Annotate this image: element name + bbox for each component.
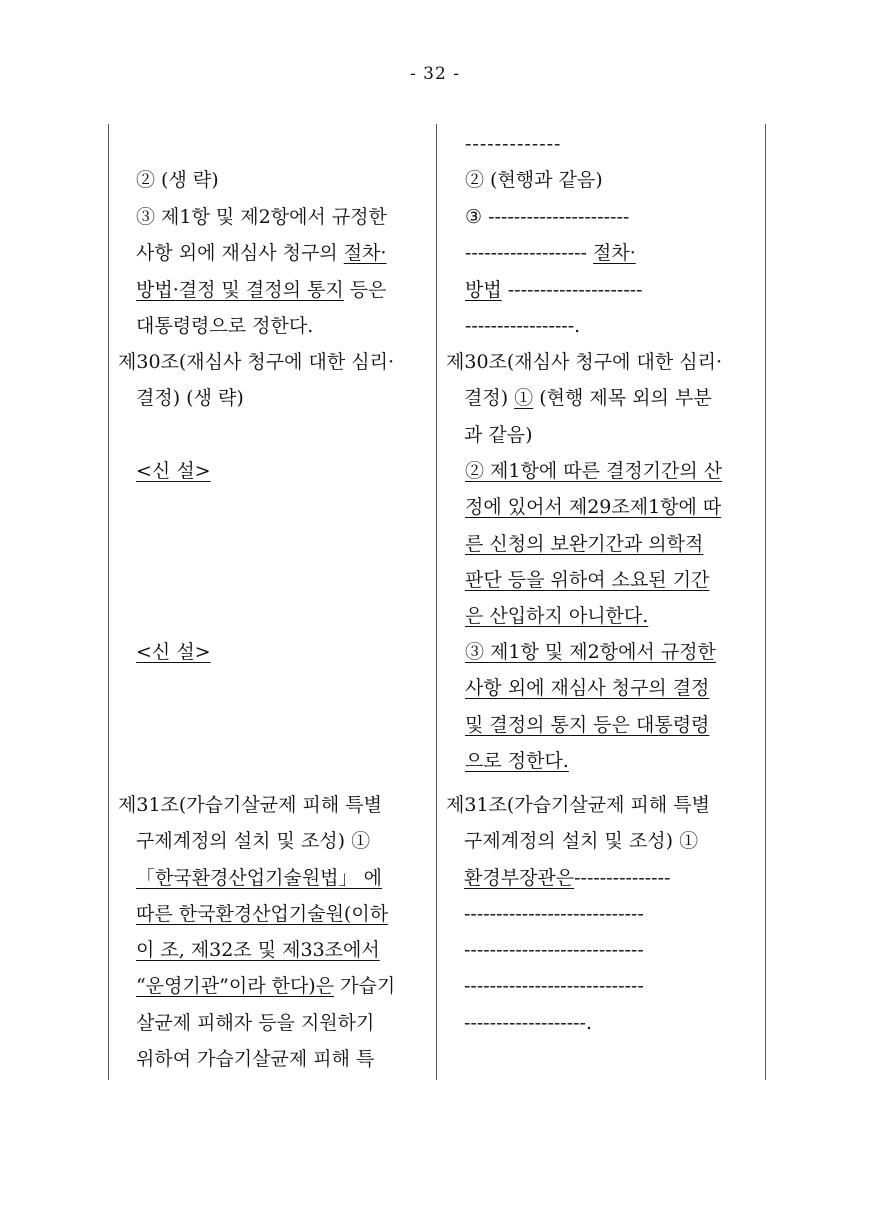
- right-new-para2-line2: 정에 있어서 제29조제1항에 따: [465, 496, 722, 519]
- left-new-provision-1: <신 설>: [136, 460, 211, 482]
- right-new-para2-line3: 른 신청의 보완기간과 의학적: [465, 532, 704, 555]
- right-article30-line3: 과 같음): [464, 423, 533, 446]
- right-new-para3: [465, 634, 757, 779]
- left-article31-line3: 「한국환경산업기술원법」 에: [136, 866, 382, 889]
- left-article31: [118, 787, 430, 1077]
- page-number: - 32 -: [410, 64, 460, 84]
- left-para3-line4: 대통령령으로 정한다.: [136, 314, 314, 337]
- left-para3-line3: 방법·결정 및 결정의 통지 등은: [136, 278, 387, 301]
- left-para3-block: [136, 199, 426, 344]
- right-para3-line3: 방법 ---------------------: [465, 278, 643, 301]
- right-row1: ② (현행과 같음): [465, 169, 603, 191]
- column-divider-left: [108, 124, 109, 1080]
- left-article31-line8: 위하여 가습기살균제 피해 특: [136, 1048, 375, 1071]
- right-new-para2: [465, 453, 757, 634]
- right-row0: -------------: [465, 133, 562, 155]
- right-para3-line2: ------------------- 절차·: [465, 242, 636, 265]
- left-new-provision-2: <신 설>: [136, 641, 211, 663]
- left-article31-line7: 살균제 피해자 등을 지원하기: [136, 1011, 375, 1034]
- right-new-para2-line4: 판단 등을 위하여 소요된 기간: [465, 568, 710, 591]
- left-article31-line2: 구제계정의 설치 및 조성) ①: [136, 830, 371, 853]
- right-article31-line7: -------------------.: [464, 1011, 593, 1034]
- left-article31-line1: 제31조(가습기살균제 피해 특별: [118, 794, 382, 816]
- left-article31-line6: “운영기관”이라 한다)은 가습기: [136, 975, 396, 998]
- right-article31-line6: ----------------------------: [464, 975, 644, 998]
- column-divider-right: [765, 124, 766, 1080]
- left-para3-line1: ③ 제1항 및 제2항에서 규정한: [136, 206, 387, 228]
- left-article30: [118, 344, 428, 417]
- right-article31-line5: ----------------------------: [464, 939, 644, 962]
- right-article31-line4: ----------------------------: [464, 902, 644, 925]
- column-divider-center: [436, 124, 437, 1080]
- left-article31-line4: 따른 한국환경산업기술원(이하: [136, 902, 389, 925]
- left-article31-line5: 이 조, 제32조 및 제33조에서: [136, 939, 380, 962]
- right-para3-line4: -----------------.: [465, 314, 581, 337]
- right-new-para3-line3: 및 결정의 통지 등은 대통령령: [465, 713, 710, 736]
- right-new-para3-line4: 으로 정한다.: [465, 749, 569, 772]
- right-new-para2-line1: ② 제1항에 따른 결정기간의 산: [465, 460, 723, 482]
- right-article31: [446, 787, 758, 1041]
- right-article30-title: 제30조(재심사 청구에 대한 심리·: [446, 351, 722, 373]
- right-article30: [446, 344, 758, 453]
- right-para3-block: [465, 199, 757, 344]
- right-new-para3-line2: 사항 외에 재심사 청구의 결정: [465, 677, 710, 700]
- left-article30-body: 결정) (생 략): [136, 387, 244, 410]
- right-new-para2-line5: 은 산입하지 아니한다.: [465, 605, 649, 628]
- right-article31-line1: 제31조(가습기살균제 피해 특별: [446, 794, 710, 816]
- right-article30-line2: 결정) ① (현행 제목 외의 부분: [464, 387, 712, 410]
- left-para3-line2: 사항 외에 재심사 청구의 절차·: [136, 242, 387, 265]
- right-para3-line1: ③ ----------------------: [465, 206, 630, 228]
- right-article31-line3: 환경부장관은---------------: [464, 866, 671, 889]
- left-article30-title: 제30조(재심사 청구에 대한 심리·: [118, 351, 394, 373]
- right-new-para3-line1: ③ 제1항 및 제2항에서 규정한: [465, 641, 716, 663]
- left-row1: ② (생 략): [136, 169, 219, 191]
- right-article31-line2: 구제계정의 설치 및 조성) ①: [464, 830, 699, 853]
